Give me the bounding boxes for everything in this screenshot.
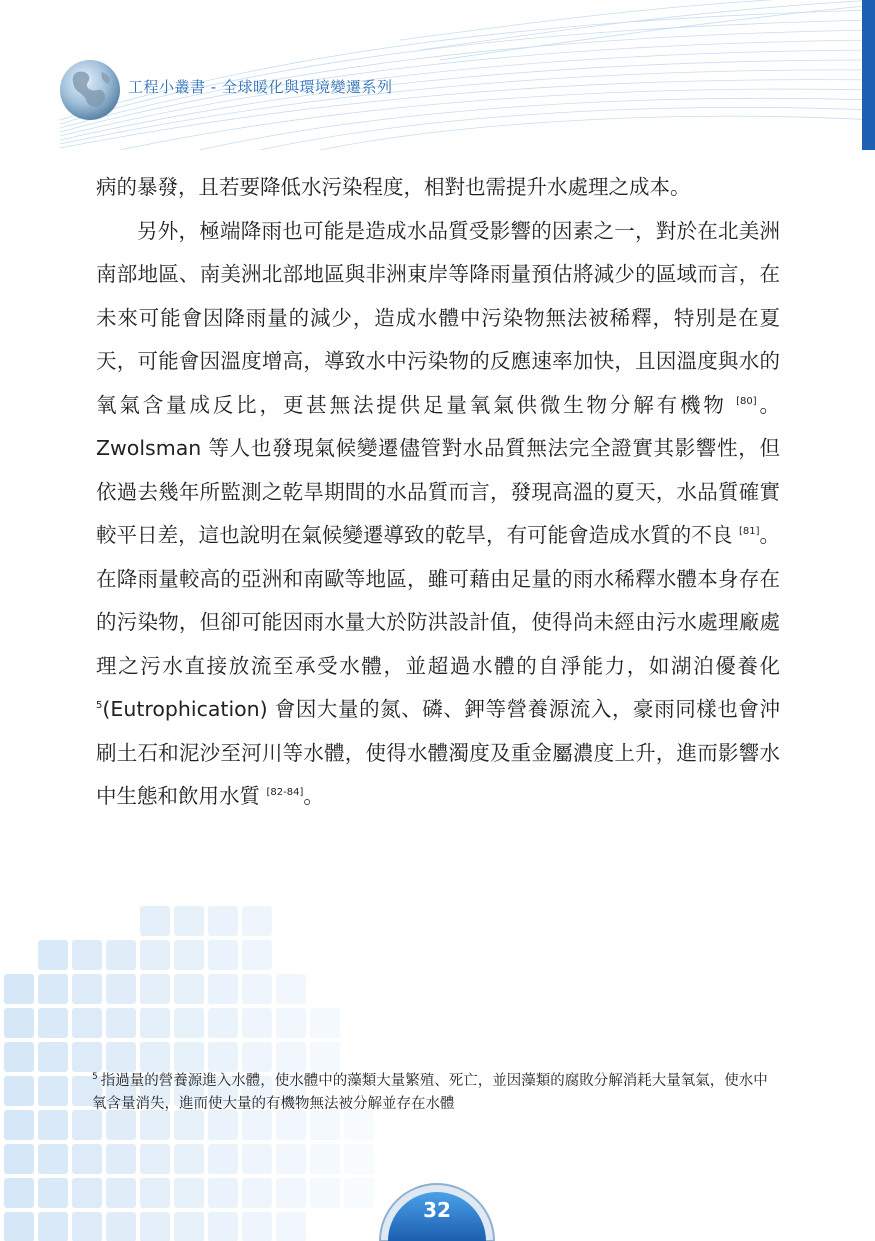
decor-tile	[242, 940, 272, 970]
globe-icon	[58, 58, 122, 122]
page-header	[0, 0, 875, 150]
decor-tile	[208, 906, 238, 936]
decor-tile	[174, 974, 204, 1004]
decor-tile	[140, 1008, 170, 1038]
decor-tile	[72, 1144, 102, 1174]
decor-tile	[140, 1178, 170, 1208]
reference-82-84: [82-84]	[266, 787, 304, 798]
decor-tile	[208, 1212, 238, 1241]
paragraph-2	[96, 210, 780, 819]
page-number: 32	[423, 1198, 451, 1222]
decor-tile	[38, 1144, 68, 1174]
decor-tile	[38, 940, 68, 970]
decor-tile	[106, 1212, 136, 1241]
body-text	[96, 166, 780, 819]
decor-tile	[72, 974, 102, 1004]
decor-tile	[4, 1008, 34, 1038]
decor-tile	[174, 1144, 204, 1174]
decor-tile	[106, 1144, 136, 1174]
decor-tile	[140, 974, 170, 1004]
decor-tile	[4, 1076, 34, 1106]
decor-tile	[38, 1042, 68, 1072]
decor-tile	[208, 1008, 238, 1038]
decor-tile	[276, 1008, 306, 1038]
footnote-mark: 5	[92, 1072, 98, 1082]
decor-tile	[174, 1212, 204, 1241]
decor-tile	[38, 974, 68, 1004]
decor-tile	[4, 1042, 34, 1072]
decor-tile	[38, 1008, 68, 1038]
footnote-reference: 5	[96, 700, 103, 711]
decor-tile	[242, 906, 272, 936]
decor-tile	[276, 1178, 306, 1208]
decor-tile	[208, 940, 238, 970]
decor-tile	[310, 1144, 340, 1174]
series-title: 工程小叢書 - 全球暖化與環境變遷系列	[128, 78, 393, 96]
decor-tile	[242, 974, 272, 1004]
decor-tile	[140, 940, 170, 970]
paragraph-2-part-3: 。在降雨量較高的亞洲和南歐等地區，雖可藉由足量的雨水稀釋水體本身存在的污染物，但卻可能因雨水量大於防洪設計值，使得尚未經由污水處理廠處理之污水直接放流至承受水體，並超過水體的自淨能力，如湖泊優養化	[96, 523, 780, 678]
decor-tile	[310, 1178, 340, 1208]
decor-tile	[4, 1212, 34, 1241]
decor-tile	[106, 974, 136, 1004]
decor-tile	[72, 1212, 102, 1241]
decor-tile	[4, 1144, 34, 1174]
decor-tile	[242, 1008, 272, 1038]
decor-tile	[38, 1110, 68, 1140]
decor-tile	[344, 1178, 374, 1208]
decor-tile	[208, 974, 238, 1004]
decor-tile	[276, 974, 306, 1004]
header-wave-decoration	[0, 0, 875, 150]
decor-tile	[174, 1008, 204, 1038]
paragraph-2-part-2: 。Zwolsman 等人也發現氣候變遷儘管對水品質無法完全證實其影響性，但依過去幾年所監測之乾旱期間的水品質而言，發現高溫的夏天，水品質確實較平日差，這也說明在氣候變遷導致的乾旱，有可能會造成水質的不良	[96, 392, 781, 547]
paragraph-2-end: 。	[303, 784, 324, 808]
decor-tile	[174, 906, 204, 936]
decor-tile	[72, 1178, 102, 1208]
decor-tile	[242, 1178, 272, 1208]
decor-tile	[242, 1144, 272, 1174]
paragraph-2-part-1: 另外，極端降雨也可能是造成水品質受影響的因素之一，對於在北美洲南部地區、南美洲北部地區與非洲東岸等降雨量預估將減少的區域而言，在未來可能會因降雨量的減少，造成水體中污染物無法被稀釋，特別是在夏天，可能會因溫度增高，導致水中污染物的反應速率加快，且因溫度與水的氧氣含量成反比，更甚無法提供足量氧氣供微生物分解有機物	[96, 218, 780, 417]
decor-tile	[72, 1008, 102, 1038]
decor-tile	[106, 1178, 136, 1208]
decor-tile	[4, 974, 34, 1004]
decor-tile	[208, 1144, 238, 1174]
reference-80: [80]	[736, 395, 757, 407]
decor-tile	[208, 1178, 238, 1208]
decor-tile	[4, 1110, 34, 1140]
decor-tile	[38, 1212, 68, 1241]
decor-tile	[174, 1178, 204, 1208]
decor-tile	[310, 1008, 340, 1038]
decor-tile	[276, 1144, 306, 1174]
decor-tile	[72, 940, 102, 970]
reference-81: [81]	[738, 526, 760, 537]
footnote-text: 指過量的營養源進入水體，使水體中的藻類大量繁殖、死亡，並因藻類的腐敗分解消耗大量氧氣，使水中氧含量消失，進而使大量的有機物無法被分解並存在水體	[92, 1073, 768, 1112]
decor-tile	[38, 1178, 68, 1208]
decor-tile	[276, 1212, 306, 1241]
decor-tile	[140, 1212, 170, 1241]
decor-tile	[140, 906, 170, 936]
decor-tile	[4, 1178, 34, 1208]
decor-tile	[106, 940, 136, 970]
decor-tile	[344, 1144, 374, 1174]
decor-tile	[106, 1008, 136, 1038]
decor-tile	[38, 1076, 68, 1106]
paragraph-2-part-4: (Eutrophication) 會因大量的氮、磷、鉀等營養源流入，豪雨同樣也會沖刷土石和泥沙至河川等水體，使得水體濁度及重金屬濃度上升，進而影響水中生態和飲用水質	[96, 697, 780, 808]
decor-tile	[140, 1144, 170, 1174]
paragraph-1: 病的暴發，且若要降低水污染程度，相對也需提升水處理之成本。	[96, 175, 691, 199]
decor-tile	[242, 1212, 272, 1241]
decor-tile	[174, 940, 204, 970]
footnote	[92, 1066, 782, 1116]
